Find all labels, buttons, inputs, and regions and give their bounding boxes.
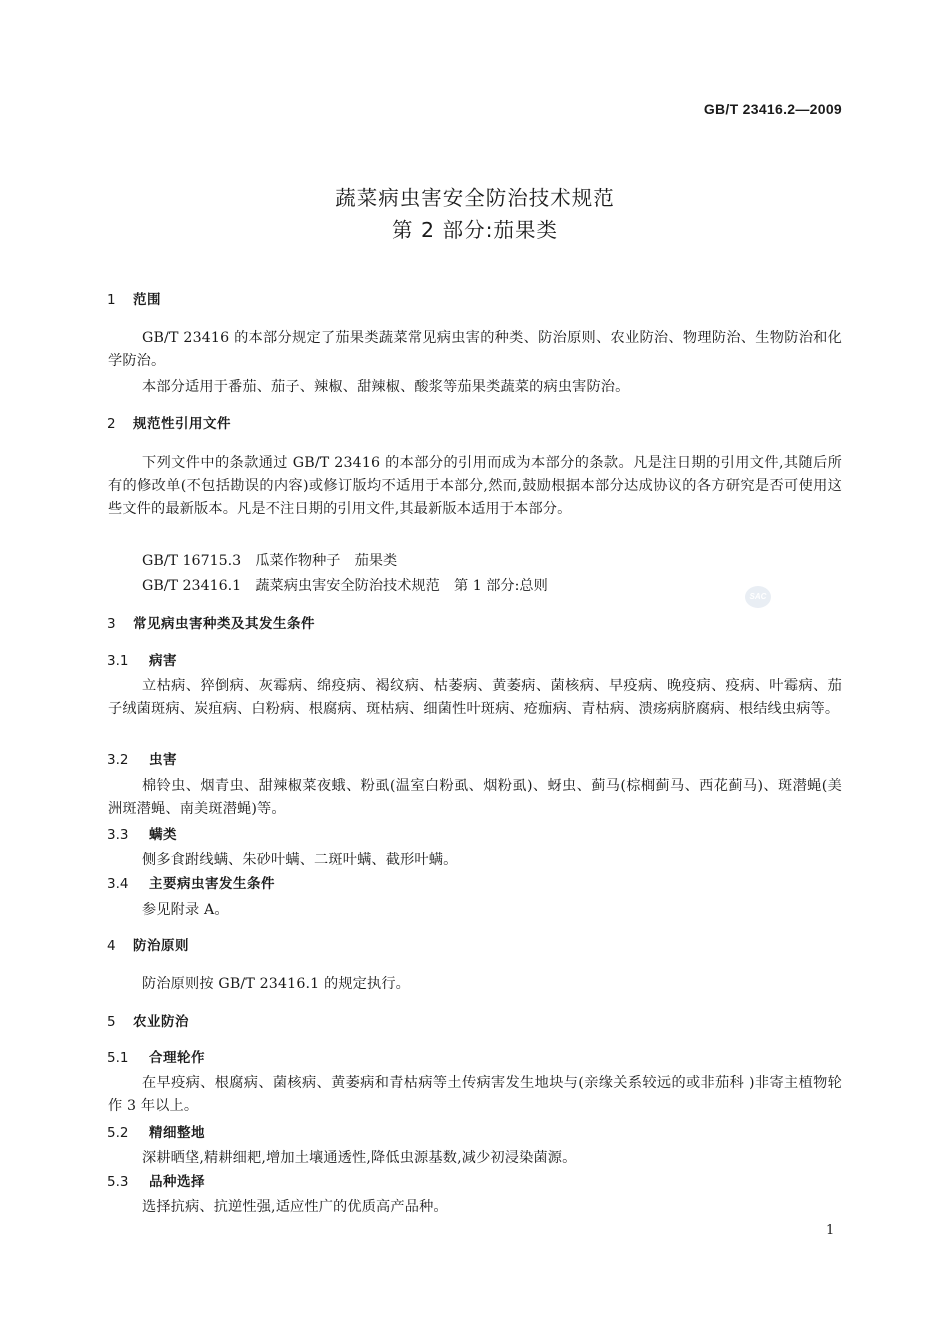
section-4-text: 防治原则按 GB/T 23416.1 的规定执行。 [142, 976, 411, 992]
subsection-label: 病害 [149, 653, 177, 669]
subsection-3-1-heading [107, 651, 177, 671]
subsection-label: 精细整地 [149, 1125, 205, 1141]
reference-gbt-16715-3: GB/T 16715.3 瓜菜作物种子 茄果类 [142, 553, 398, 569]
subsection-number: 5.1 [107, 1050, 129, 1066]
section-2-heading [107, 414, 231, 434]
subsection-label: 合理轮作 [149, 1050, 205, 1066]
sac-watermark-logo: SAC [745, 586, 771, 608]
section-label: 范围 [133, 292, 161, 308]
section-number: 3 [107, 616, 116, 632]
section-4-heading [107, 936, 189, 956]
subsection-5-1-heading [107, 1048, 205, 1068]
subsection-3-2-text: 棉铃虫、烟青虫、甜辣椒菜夜蛾、粉虱(温室白粉虱、烟粉虱)、蚜虫、蓟马(棕榈蓟马、西花蓟马)、斑潜蝇(美洲斑潜蝇、南美斑潜蝇)等。 [108, 778, 842, 817]
subsection-3-3-heading [107, 825, 177, 845]
section-1-heading [107, 290, 161, 310]
section-label: 防治原则 [133, 938, 189, 954]
section-2-paragraph: 下列文件中的条款通过 GB/T 23416 的本部分的引用而成为本部分的条款。凡是注日期的引用文件,其随后所有的修改单(不包括勘误的内容)或修订版均不适用于本部分,然而,鼓励根据本部分达成协议的各方研究是否可使用这些文件的最新版本。凡是不注日期的引用文件,其最新版本适用于本部分。 [108, 455, 842, 517]
section-number: 2 [107, 416, 116, 432]
section-5-heading [107, 1012, 189, 1032]
document-subtitle: 第 2 部分:茄果类 [392, 218, 558, 242]
subsection-5-2-heading [107, 1123, 205, 1143]
subsection-3-1-text: 立枯病、猝倒病、灰霉病、绵疫病、褐纹病、枯萎病、黄萎病、菌核病、早疫病、晚疫病、疫病、叶霉病、茄子绒菌斑病、炭疽病、白粉病、根腐病、斑枯病、细菌性叶斑病、疮痂病、青枯病、溃疡病脐腐病、根结线虫病等。 [108, 678, 842, 717]
reference-gbt-23416-1: GB/T 23416.1 蔬菜病虫害安全防治技术规范 第 1 部分:总则 [142, 578, 548, 594]
standard-code: GB/T 23416.2—2009 [703, 101, 842, 117]
section-label: 规范性引用文件 [133, 416, 231, 432]
subsection-5-2-text: 深耕晒垡,精耕细耙,增加土壤通透性,降低虫源基数,减少初浸染菌源。 [142, 1150, 577, 1166]
subsection-number: 5.2 [107, 1125, 129, 1141]
subsection-number: 5.3 [107, 1174, 129, 1190]
subsection-5-3-text: 选择抗病、抗逆性强,适应性广的优质高产品种。 [142, 1199, 448, 1215]
section-3-heading [107, 614, 315, 634]
subsection-label: 主要病虫害发生条件 [149, 876, 275, 892]
subsection-label: 虫害 [149, 752, 177, 768]
section-1-paragraph-2: 本部分适用于番茄、茄子、辣椒、甜辣椒、酸浆等茄果类蔬菜的病虫害防治。 [142, 379, 630, 395]
section-number: 4 [107, 938, 116, 954]
subsection-number: 3.2 [107, 752, 129, 768]
subsection-number: 3.4 [107, 876, 129, 892]
subsection-3-2-heading [107, 750, 177, 770]
section-label: 常见病虫害种类及其发生条件 [133, 616, 315, 632]
document-title: 蔬菜病虫害安全防治技术规范 [335, 186, 615, 210]
subsection-3-4-text: 参见附录 A。 [142, 902, 229, 918]
subsection-5-1-text: 在早疫病、根腐病、菌核病、黄萎病和青枯病等土传病害发生地块与(亲缘关系较远的或非茄科 )非寄主植物轮作 3 年以上。 [108, 1075, 842, 1114]
subsection-3-3-text: 侧多食跗线螨、朱砂叶螨、二斑叶螨、截形叶螨。 [142, 852, 458, 868]
section-number: 5 [107, 1014, 116, 1030]
subsection-5-3-heading [107, 1172, 205, 1192]
section-number: 1 [107, 292, 116, 308]
page-number: 1 [826, 1223, 835, 1238]
subsection-3-4-heading [107, 874, 275, 894]
subsection-number: 3.1 [107, 653, 129, 669]
subsection-number: 3.3 [107, 827, 129, 843]
subsection-label: 螨类 [149, 827, 177, 843]
section-label: 农业防治 [133, 1014, 189, 1030]
subsection-label: 品种选择 [149, 1174, 205, 1190]
section-1-paragraph-1: GB/T 23416 的本部分规定了茄果类蔬菜常见病虫害的种类、防治原则、农业防治、物理防治、生物防治和化学防治。 [108, 330, 842, 369]
